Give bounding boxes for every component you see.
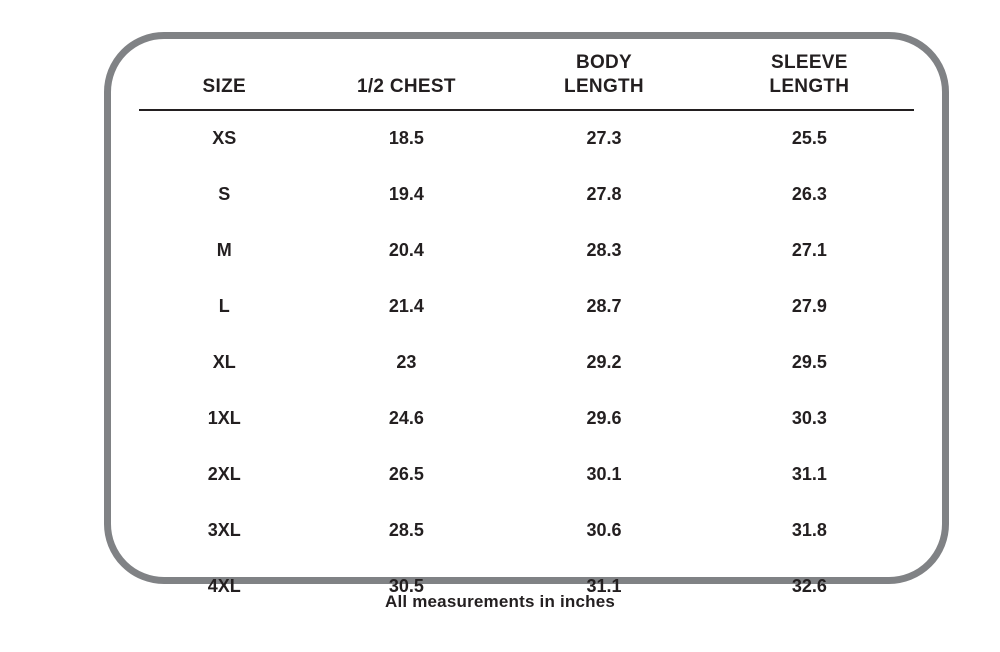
cell-chest: 26.5: [388, 464, 424, 484]
column-header-body-length-line2: LENGTH: [564, 75, 644, 97]
cell-chest: 20.4: [388, 240, 424, 260]
cell-sleeve-length: 26.3: [791, 184, 827, 204]
cell-sleeve-length: 30.3: [791, 408, 827, 428]
cell-chest: 30.5: [388, 576, 424, 596]
cell-sleeve-length: 27.9: [791, 296, 827, 316]
table-row: [139, 391, 914, 447]
column-header-body-length-line1: BODY: [575, 52, 633, 73]
cell-size: L: [218, 296, 230, 316]
cell-size: XS: [212, 128, 237, 148]
cell-body-length: 31.1: [586, 576, 622, 596]
cell-chest: 28.5: [388, 520, 424, 540]
table-header: [139, 47, 914, 110]
cell-size: 3XL: [207, 520, 241, 540]
cell-sleeve-length: 27.1: [791, 240, 827, 260]
size-chart-panel: [104, 32, 949, 596]
cell-body-length: 29.6: [586, 408, 622, 428]
table-row: [139, 223, 914, 279]
column-header-sleeve-length: [705, 47, 914, 110]
cell-size: 2XL: [207, 464, 241, 484]
cell-chest: 21.4: [388, 296, 424, 316]
size-table: [139, 47, 914, 615]
cell-size: XL: [212, 352, 236, 372]
column-header-chest: 1/2 CHEST: [356, 75, 456, 97]
cell-body-length: 29.2: [586, 352, 622, 372]
measurements-footnote: All measurements in inches: [384, 592, 616, 611]
column-header-size: SIZE: [202, 75, 246, 97]
cell-chest: 24.6: [388, 408, 424, 428]
size-table-container: [111, 39, 942, 596]
cell-chest: 19.4: [388, 184, 424, 204]
table-row: [139, 335, 914, 391]
table-row: [139, 279, 914, 335]
cell-sleeve-length: 32.6: [791, 576, 827, 596]
cell-body-length: 30.1: [586, 464, 622, 484]
table-header-row: [139, 47, 914, 110]
cell-sleeve-length: 25.5: [791, 128, 827, 148]
table-row: [139, 503, 914, 559]
cell-size: S: [218, 184, 231, 204]
cell-sleeve-length: 29.5: [791, 352, 827, 372]
cell-chest: 18.5: [388, 128, 424, 148]
cell-size: M: [216, 240, 232, 260]
column-header-sleeve-length-line1: SLEEVE: [770, 52, 848, 73]
column-header-sleeve-length-line2: LENGTH: [769, 75, 850, 97]
cell-size: 4XL: [207, 576, 241, 596]
cell-sleeve-length: 31.8: [791, 520, 827, 540]
cell-body-length: 28.3: [586, 240, 622, 260]
column-header-body-length: [503, 47, 705, 110]
cell-sleeve-length: 31.1: [791, 464, 827, 484]
cell-size: 1XL: [207, 408, 241, 428]
table-body: [139, 110, 914, 615]
cell-body-length: 27.8: [586, 184, 622, 204]
cell-body-length: 30.6: [586, 520, 622, 540]
table-row: [139, 167, 914, 223]
cell-body-length: 27.3: [586, 128, 622, 148]
cell-body-length: 28.7: [586, 296, 622, 316]
table-row: [139, 110, 914, 167]
cell-chest: 23: [396, 352, 417, 372]
table-row: [139, 447, 914, 503]
